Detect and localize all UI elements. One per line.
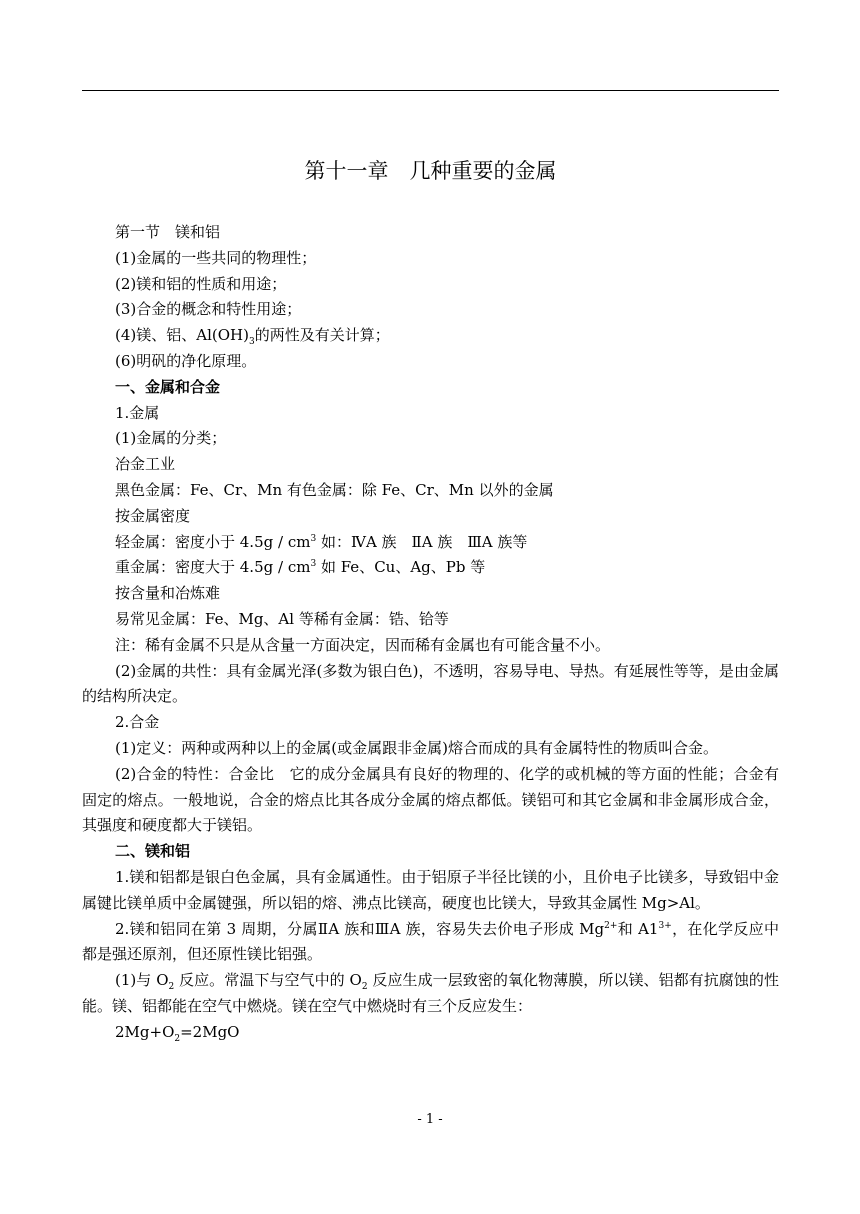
metal-commonality: (2)金属的共性：具有金属光泽(多数为银白色)，不透明，容易导电、导热。有延展性等等，是由金属的结构所决定。 (82, 661, 779, 706)
subheading-alloys: 2.合金 (115, 713, 160, 732)
metal-classification: (1)金属的分类； (115, 429, 227, 448)
oxygen-reaction-paragraph: (1)与 $O_2$ 反应。常温下与空气中的 $O_2$ 反应生成一层致密的氧化物薄膜，所以镁、铝都有抗腐蚀的性能。镁、铝都能在空气中燃烧。镁在空气中燃烧时有三个反应发生： (82, 971, 779, 1015)
ferrous-line: 黑色金属：Fe、Cr、Mn 有色金属：除 Fe、Cr、Mn 以外的金属 (115, 480, 554, 499)
page-number: - 1 - (417, 1112, 443, 1127)
metallurgy-line: 冶金工业 (115, 455, 176, 474)
light-metal-line: 轻金属：密度小于 $4.5g / cm^3$ 如：ⅣA 族 ⅡA 族 ⅢA 族等 (115, 532, 528, 551)
chapter-title: 第十一章 几种重要的金属 (304, 159, 557, 183)
heading-mg-al: 二、镁和铝 (115, 842, 191, 861)
equation: $2Mg+O_2=2MgO$ (115, 1022, 240, 1044)
objective-1: (1)金属的一些共同的物理性； (115, 248, 317, 267)
content-line: 按含量和冶炼难 (115, 584, 221, 603)
common-metal-line: 易常见金属：Fe、Mg、Al 等稀有金属：锆、铪等 (115, 609, 449, 628)
alloy-definition: (1)定义：两种或两种以上的金属(或金属跟非金属)熔合而成的具有金属特性的物质叫合金。 (115, 738, 718, 757)
objective-4: (4)镁、铝、$Al(OH)_3$的两性及有关计算； (115, 326, 390, 348)
mg-al-paragraph-2: 2.镁和铝同在第 3 周期，分属ⅡA 族和ⅢA 族，容易失去价电子形成 $Mg^{2+}$和 $A1^{3+}$，在化学反应中都是强还原剂，但还原性镁比铝强。 (82, 919, 779, 964)
heavy-metal-line: 重金属：密度大于 $4.5g / cm^3$ 如 Fe、Cu、Ag、Pb 等 (115, 558, 486, 577)
objective-6: (6)明矾的净化原理。 (115, 351, 257, 370)
density-line: 按金属密度 (115, 506, 191, 525)
objective-2: (2)镁和铝的性质和用途； (115, 274, 287, 293)
note-line: 注：稀有金属不只是从含量一方面决定，因而稀有金属也有可能含量不小。 (115, 635, 611, 654)
document-body (82, 220, 779, 1046)
header-rule (82, 90, 779, 91)
mg-al-paragraph-1: 1.镁和铝都是银白色金属，具有金属通性。由于铝原子半径比镁的小，且价电子比镁多，导致铝中金属键比镁单质中金属键强，所以铝的熔、沸点比镁高，硬度也比镁大，导致其金属性 Mg>Al。 (82, 867, 779, 912)
objective-3: (3)合金的概念和特性用途； (115, 300, 302, 319)
heading-metals-alloys: 一、金属和合金 (115, 377, 221, 396)
section-heading: 第一节 镁和铝 (115, 223, 221, 241)
alloy-properties: (2)合金的特性：合金比 它的成分金属具有良好的物理的、化学的或机械的等方面的性能；合金有固定的熔点。一般地说，合金的熔点比其各成分金属的熔点都低。镁铝可和其它金属和非金属形成合金，其强度和硬度都大于镁铝。 (82, 764, 779, 835)
subheading-metals: 1.金属 (115, 403, 160, 422)
